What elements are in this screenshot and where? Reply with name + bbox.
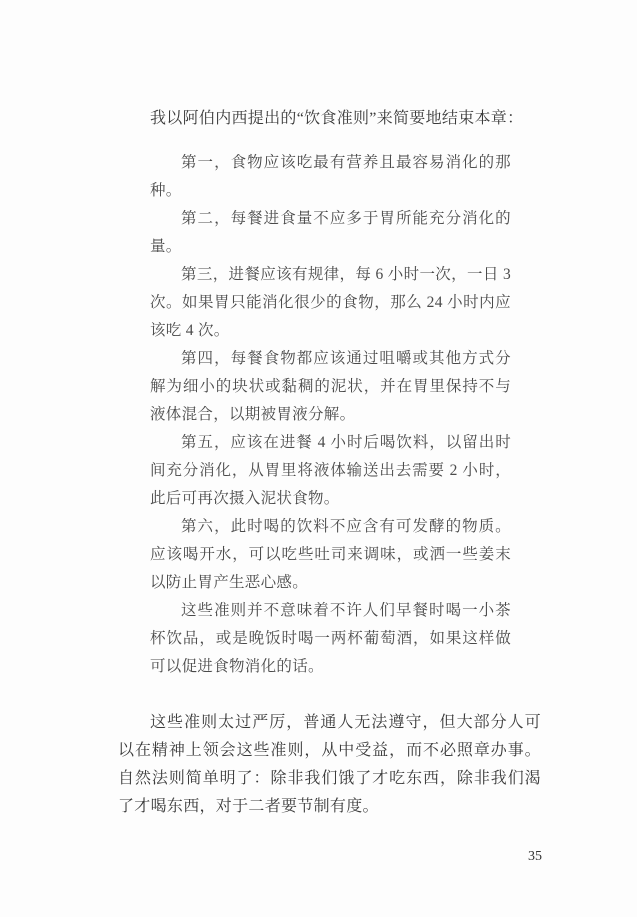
- rule-paragraph-4: 第四，每餐食物都应该通过咀嚼或其他方式分解为细小的块状或黏稠的泥状，并在胃里保持不与液体混合，以期被胃液分解。: [150, 350, 511, 423]
- rule-paragraph-5: 第五，应该在进餐 4 小时后喝饮料，以留出时间充分消化，从胃里将液体输送出去需要 2 小时，此后可再次摄入泥状食物。: [150, 434, 511, 507]
- dietary-rules-block: [150, 149, 511, 681]
- rule-paragraph-6: 第六，此时喝的饮料不应含有可发酵的物质。应该喝开水，可以吃些吐司来调味，或洒一些姜末以防止胃产生恶心感。: [150, 518, 511, 591]
- page-content: [118, 105, 541, 821]
- rule-paragraph-1: 第一，食物应该吃最有营养且最容易消化的那种。: [150, 154, 511, 199]
- closing-paragraph: 这些准则太过严厉，普通人无法遵守，但大部分人可以在精神上领会这些准则，从中受益，而不必照章办事。自然法则简单明了：除非我们饿了才吃东西，除非我们渴了才喝东西，对于二者要节制有度。: [118, 714, 541, 815]
- rule-paragraph-2: 第二，每餐进食量不应多于胃所能充分消化的量。: [150, 210, 511, 255]
- rule-paragraph-7: 这些准则并不意味着不许人们早餐时喝一小茶杯饮品，或是晚饭时喝一两杯葡萄酒，如果这样做可以促进食物消化的话。: [150, 602, 511, 675]
- intro-paragraph: 我以阿伯内西提出的“饮食准则”来简要地结束本章：: [150, 110, 524, 127]
- page-number: 35: [528, 849, 542, 864]
- rule-paragraph-3: 第三，进餐应该有规律，每 6 小时一次，一日 3 次。如果胃只能消化很少的食物，那么 24 小时内应该吃 4 次。: [150, 266, 511, 339]
